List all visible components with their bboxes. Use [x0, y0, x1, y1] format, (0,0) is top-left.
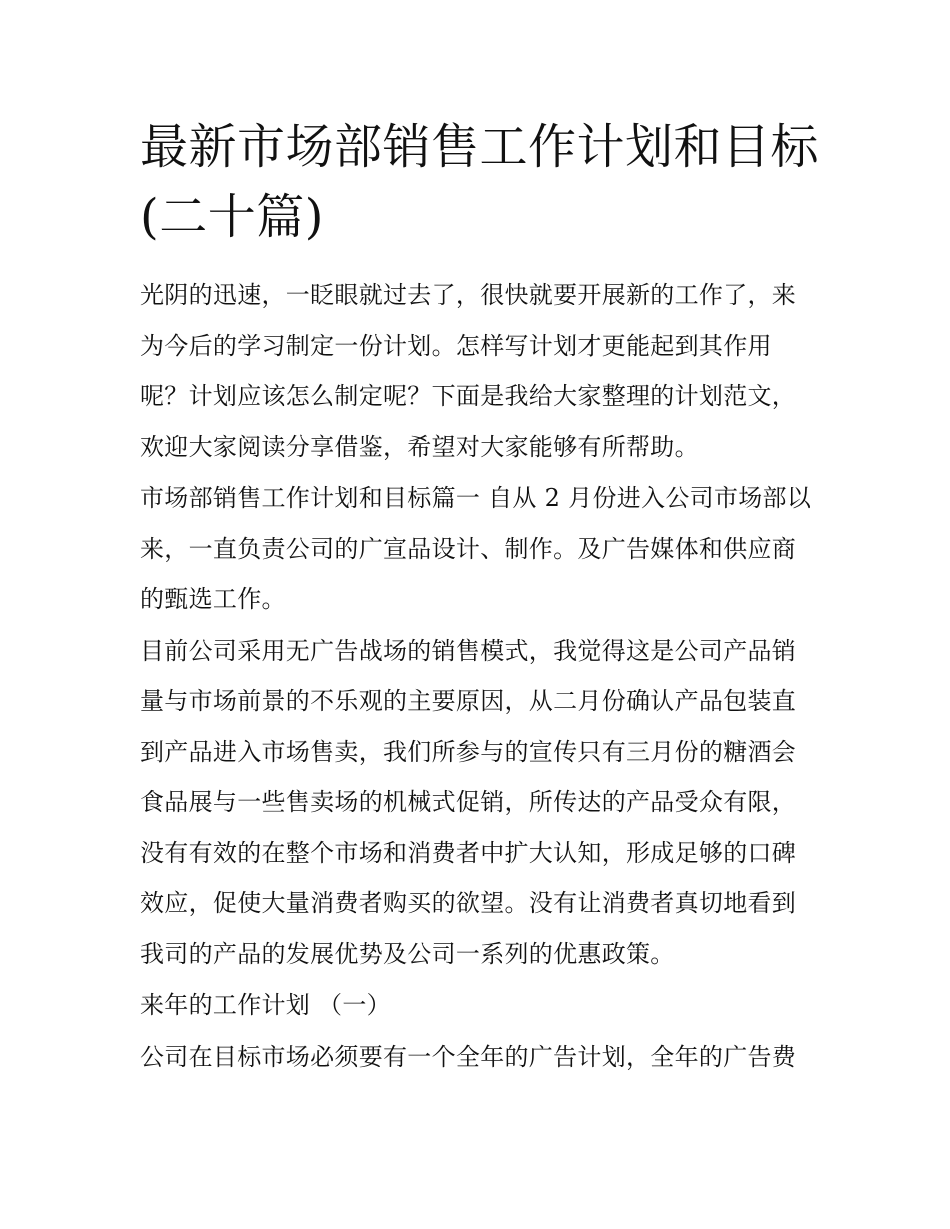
plan-paragraph: 公司在目标市场必须要有一个全年的广告计划，全年的广告费 [140, 1042, 797, 1071]
analysis-paragraph: 目前公司采用无广告战场的销售模式，我觉得这是公司产品销量与市场前景的不乐观的主要原因，从二月份确认产品包装直到产品进入市场售卖，我们所参与的宣传只有三月份的糖酒会食品展与一些售卖场的机械式促销，所传达的产品受众有限，没有有效的在整个市场和消费者中扩大认知，形成足够的口碑效应，促使大量消费者购买的欲望。没有让消费者真切地看到我司的产品的发展优势及公司一系列的优惠政策。 [140, 636, 797, 968]
intro-paragraph: 光阴的迅速，一眨眼就过去了，很快就要开展新的工作了，来为今后的学习制定一份计划。怎样写计划才更能起到其作用呢？计划应该怎么制定呢？下面是我给大家整理的计划范文，欢迎大家阅读分享借鉴，希望对大家能够有所帮助。 [140, 281, 797, 461]
plan-heading: 来年的工作计划 （一） [140, 991, 391, 1019]
document-body [140, 112, 820, 1083]
section-one-paragraph: 市场部销售工作计划和目标篇一 自从 2 月份进入公司市场部以来，一直负责公司的广宣品设计、制作。及广告媒体和供应商的甄选工作。 [140, 484, 812, 613]
document-title: 最新市场部销售工作计划和目标(二十篇) [140, 119, 820, 245]
